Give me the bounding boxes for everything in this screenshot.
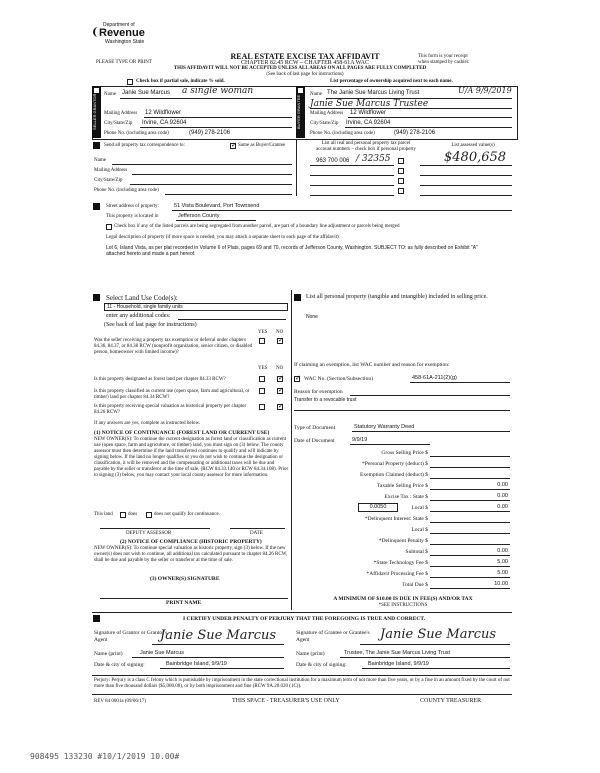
see-back-note: (See back of last page for instructions) [266, 72, 344, 77]
doc-type[interactable]: Statutory Warranty Deed [354, 424, 415, 430]
question-current-use: Is this property classified as current use (open space, farm and agricultural, or timber) land per chapter 84.34 RCW? [94, 389, 250, 400]
seller-name-label: Name [104, 92, 116, 97]
partial-sale-label: Check box if partial sale, indicate % sold. [136, 79, 225, 84]
exemption-claim-label: If claiming an exemption, list WAC number and reason for exemption: [294, 362, 450, 368]
q4-yes-checkbox[interactable] [259, 404, 265, 410]
segregated-label: Check box if any of the listed parcels are being segregated from another parcel, are part of a boundary line adjustment or parcels being merged [114, 224, 400, 229]
does-checkbox[interactable] [120, 512, 126, 518]
form-revision: REV 84 0001a (09/06/17) [94, 699, 146, 704]
doc-date[interactable]: 9/9/19 [352, 437, 368, 443]
affidavit-fee-value[interactable]: 5.00 [497, 570, 508, 576]
this-land-label: This land [94, 512, 113, 517]
q1-no-checkbox[interactable] [277, 338, 283, 344]
penalty-label: *Delinquent Penalty $ [378, 538, 428, 544]
logo-dept: Department of [103, 22, 135, 28]
exemption-deduct-label: Exemption Claimed (deduct) $ [360, 472, 428, 478]
perjury-notice: Perjury: Perjury is a class C felony which is punishable by imprisonment in the state correctional institution for a maximum term of not more than five years, or by a fine in an amount fixed by the court of not more than five thousand dollars ($5,000.00), or by both imprisonment and fine (RCW 9A.20.020 (1C)). [94, 678, 510, 689]
seller-name-print[interactable]: Janie Sue Marcus [140, 650, 185, 656]
question-historic: Is this property receiving special valuation as historical property per chapter 84.26 RCW? [94, 404, 247, 415]
assessed-header: List assessed value(s) [451, 143, 495, 148]
see-instructions-note: *SEE INSTRUCTIONS [378, 603, 428, 608]
parcel-number-hand: / 32355 [356, 154, 391, 164]
buyer-name-print[interactable]: Trustee, The Janie Sue Marcus Living Trust [344, 650, 451, 656]
minimum-fee-note: A MINIMUM OF $10.00 IS DUE IN FEE(S) AND/OR TAX [333, 596, 473, 602]
form-warning: THIS AFFIDAVIT WILL NOT BE ACCEPTED UNLESS ALL AREAS ON ALL PAGES ARE FULLY COMPLETED [173, 66, 427, 71]
same-as-buyer-checkbox[interactable] [230, 143, 236, 149]
notice-compliance-title: (2) NOTICE OF COMPLIANCE (HISTORIC PROPERTY) [120, 539, 262, 545]
county-treasurer-label: COUNTY TREASURER [420, 698, 482, 704]
dor-logo [93, 22, 155, 50]
section-2-marker [298, 88, 303, 93]
delinquent-local-label: Local $ [411, 527, 428, 533]
buyer-name-label: Name [310, 92, 322, 97]
buyer-mailing[interactable]: 12 Wildflower [350, 110, 387, 116]
seller-mailing-label: Mailing Address [104, 111, 138, 116]
corr-name-label: Name [94, 158, 106, 163]
q2-yes-checkbox[interactable] [259, 376, 265, 382]
total-due-label: Total Due $ [402, 582, 428, 588]
buyer-name-print-label: Name (print) [296, 651, 325, 657]
deputy-date-label: DATE [250, 531, 263, 536]
question-exemption: Was the seller receiving a property tax exemption or deferral under chapters 84.36, 84.37, or 84.38 RCW (nonprofit organization, senior citizen, or disabled person, homeowner with limited income)? [94, 338, 253, 355]
yes-instruction-note: If any answers are yes, complete as instructed below. [94, 421, 201, 426]
assessed-value[interactable]: $480,658 [444, 150, 507, 165]
seller-phone[interactable]: (949) 278-2106 [189, 130, 231, 136]
seller-date-label: Date & city of signing: [94, 662, 145, 668]
county[interactable]: Jefferson County [178, 213, 220, 219]
street-address[interactable]: 51 Vista Boulevard, Port Townsend [174, 203, 260, 209]
buyer-sig-label: Signature of Grantee or Grantee's Agent [296, 630, 370, 643]
treasurer-space-label: THIS SPACE - TREASURER'S USE ONLY [232, 698, 340, 704]
personal-property-checkbox-2[interactable] [398, 168, 404, 174]
section-7-marker [93, 615, 100, 622]
q4-no-checkbox[interactable] [277, 404, 283, 410]
affidavit-fee-label: *Affidavit Processing Fee $ [366, 571, 428, 577]
correspondence-label: Send all property tax correspondence to: [104, 143, 185, 148]
section-3-marker [93, 142, 100, 149]
excise-state-label: Excise Tax : State $ [384, 494, 428, 500]
corr-mailing-label: Mailing Address [94, 168, 128, 173]
land-use-select[interactable]: 11 - Household, single family units [104, 303, 288, 311]
excise-state-value[interactable]: 0.00 [497, 493, 508, 499]
land-use-see-back: (See back of last page for instructions) [104, 322, 197, 328]
legal-description[interactable]: Lot 6, Island Vista, as per plat recorded in Volume 6 of Plats, pages 69 and 70, records of Jefferson County, Washington. SUBJECT TO: as fully described on Exhibit "A" attached hereto and made a part hereof. [106, 245, 478, 257]
print-name-label: PRINT NAME [166, 600, 202, 606]
seller-city-label: City/State/Zip [104, 121, 133, 126]
personal-deduct-label: *Personal Property (deduct) $ [362, 461, 428, 467]
notice-compliance-body: NEW OWNER(S): To continue special valuation as historic property, sign (3) below. If the new owner(s) does not wish to continue, all additional tax calculated pursuant to chapter 84.26 RCW, shall be due and payable by the seller or transferor at the time of sale. [94, 546, 288, 563]
buyer-phone[interactable]: (949) 278-2106 [394, 130, 436, 136]
notice-continuance-body: NEW OWNER(S): To continue the current designation as forest land or classification as current use (open space, farm and agriculture, or timber) land, you must sign on (3) below. The county assessor must then determine if the land transferred continues to qualify and will indicate by signing below. If the land no longer qualifies or you do not wish to continue the designation or classification, it will be removed and the compensating or additional taxes will be due and payable by the seller or transferor at the time of sale. (RCW 84.33.140 or RCW 84.34.108). Prior to signing (3) below, you may contact your local county assessor for more information. [94, 437, 289, 478]
buyer-name-hand2: Janie Sue Marcus Trustee [310, 99, 429, 109]
recording-stamp: 908495 133230 #10/1/2019 10.00# [30, 752, 180, 761]
yes-header-2: YES [258, 366, 268, 371]
seller-phone-label: Phone No. (including area code) [104, 131, 169, 136]
section-4-marker [93, 203, 100, 210]
buyer-name-hand: U/A 9/9/2019 [458, 86, 512, 95]
section-1-marker [94, 88, 99, 93]
gross-label: Gross Selling Price $ [381, 450, 428, 456]
no-header-2: NO [276, 366, 284, 371]
partial-sale-checkbox[interactable] [127, 79, 133, 85]
seller-side-label: SELLER GRANTOR [92, 86, 101, 138]
tech-fee-value[interactable]: 5.00 [497, 559, 508, 565]
buyer-mailing-label: Mailing Address [310, 111, 344, 116]
q1-yes-checkbox[interactable] [259, 338, 265, 344]
wac-label: WAC No. (Section/Subsection) [304, 376, 373, 382]
corr-city-label: City/State/Zip [94, 178, 123, 183]
delinquent-state-label: *Delinquent Interest: State $ [364, 516, 428, 522]
seller-date-city[interactable]: Bainbridge Island, 9/9/19 [166, 661, 227, 667]
exemption-reason[interactable]: Transfer to a revocable trust [294, 397, 357, 403]
buyer-date-city[interactable]: Bainbridge Island, 9/9/19 [368, 661, 429, 667]
question-forest: Is this property designated as forest land per chapter 84.33 RCW? [94, 377, 226, 382]
seller-name-hand: a single woman [182, 86, 254, 96]
buyer-side-label: BUYER GRANTEE [296, 86, 305, 138]
legal-desc-label: Legal description of property (if more space is needed, you may attach a separate sheet to each page of the affidavit) [106, 235, 339, 240]
located-label: This property is located in [106, 214, 159, 219]
exemption-checkbox[interactable] [294, 376, 300, 382]
doc-type-label: Type of Document [294, 425, 336, 431]
form-title: REAL ESTATE EXCISE TAX AFFIDAVIT [230, 52, 380, 61]
buyer-name[interactable]: The Janie Sue Marcus Living Trust [327, 90, 420, 96]
local-value[interactable]: 0.00 [497, 504, 508, 510]
subtotal-label: Subtotal $ [405, 549, 428, 555]
personal-property-label: List all personal property (tangible and intangible) included in selling price. [306, 294, 488, 300]
section-5-marker [93, 294, 100, 301]
buyer-phone-label: Phone No. (including area code) [310, 131, 375, 136]
subtotal-value[interactable]: 0.00 [497, 548, 508, 554]
personal-property-checkbox-3[interactable] [398, 178, 404, 184]
buyer-date-label: Date & city of signing: [296, 662, 347, 668]
does-label: does [128, 512, 138, 517]
logo-swoosh-icon [93, 27, 101, 37]
notice-continuance-title: (1) NOTICE OF CONTINUANCE (FOREST LAND OR CURRENT USE) [94, 430, 270, 436]
deputy-assessor-label: DEPUTY ASSESSOR [126, 531, 172, 536]
reason-label: Reason for exemption [294, 389, 343, 395]
wac-number[interactable]: 458-61A-211(2)(g) [412, 375, 457, 381]
seller-signature[interactable]: Janie Sue Marcus [160, 628, 277, 643]
stamped-note: when stamped by cashier. [418, 60, 470, 65]
receipt-note: This form is your receipt [418, 54, 468, 59]
parcels-header: List all real and personal property tax parcel account numbers – check box if personal property [315, 141, 417, 152]
personal-property-checkbox-1[interactable] [398, 158, 404, 164]
seller-mailing[interactable]: 12 Wildflower [145, 110, 182, 116]
seller-sig-label: Signature of Grantor or Grantor's Agent [94, 630, 168, 643]
taxable-value[interactable]: 0.00 [497, 482, 508, 488]
local-rate[interactable]: 0.0050 [358, 503, 398, 512]
buyer-city-label: City/State/Zip [310, 121, 339, 126]
no-header-1: NO [276, 330, 284, 335]
personal-property-value[interactable]: None [306, 314, 318, 320]
does-not-label: does not qualify for continuance. [154, 512, 220, 517]
seller-name-print-label: Name (print) [94, 651, 123, 657]
seller-city[interactable]: Irvine, CA 92604 [142, 120, 187, 126]
street-label: Street address of property: [106, 204, 159, 209]
additional-codes-label: enter any additional codes: [106, 313, 171, 319]
ownership-note: List percentage of ownership acquired next to each name. [330, 79, 453, 84]
buyer-city[interactable]: Irvine, CA 92604 [346, 120, 391, 126]
logo-state: Washington State [105, 39, 145, 45]
parcel-number[interactable]: 963 700 006 [316, 158, 350, 164]
section-6-marker [294, 294, 301, 301]
local-label: Local $ [411, 505, 428, 511]
seller-name[interactable]: Janie Sue Marcus [122, 90, 171, 96]
corr-phone-label: Phone No. (including area code) [94, 188, 159, 193]
personal-property-checkbox-4[interactable] [398, 188, 404, 194]
tech-fee-label: *State Technology Fee $ [373, 560, 428, 566]
total-due-value[interactable]: 10.00 [494, 581, 508, 587]
land-use-label: Select Land Use Code(s): [106, 294, 178, 302]
logo-name: Revenue [99, 27, 145, 39]
yes-header-1: YES [258, 330, 268, 335]
buyer-signature[interactable]: Janie Sue Marcus [380, 627, 497, 642]
same-as-buyer-label: Same as Buyer/Grantee [238, 143, 286, 148]
doc-date-label: Date of Document [294, 438, 335, 444]
q2-no-checkbox[interactable] [277, 376, 283, 382]
certify-text: I CERTIFY UNDER PENALTY OF PERJURY THAT THE FOREGOING IS TRUE AND CORRECT. [182, 616, 425, 622]
does-not-checkbox[interactable] [146, 512, 152, 518]
taxable-label: Taxable Selling Price $ [376, 483, 428, 489]
form-chapter: CHAPTER 82.45 RCW – CHAPTER 458-61A WAC [241, 60, 369, 66]
type-print-note: PLEASE TYPE OR PRINT [96, 60, 152, 65]
owner-signature-label: (3) OWNER(S) SIGNATURE [150, 576, 220, 582]
q3-yes-checkbox[interactable] [259, 388, 265, 394]
segregated-checkbox[interactable] [106, 224, 112, 230]
q3-no-checkbox[interactable] [277, 388, 283, 394]
